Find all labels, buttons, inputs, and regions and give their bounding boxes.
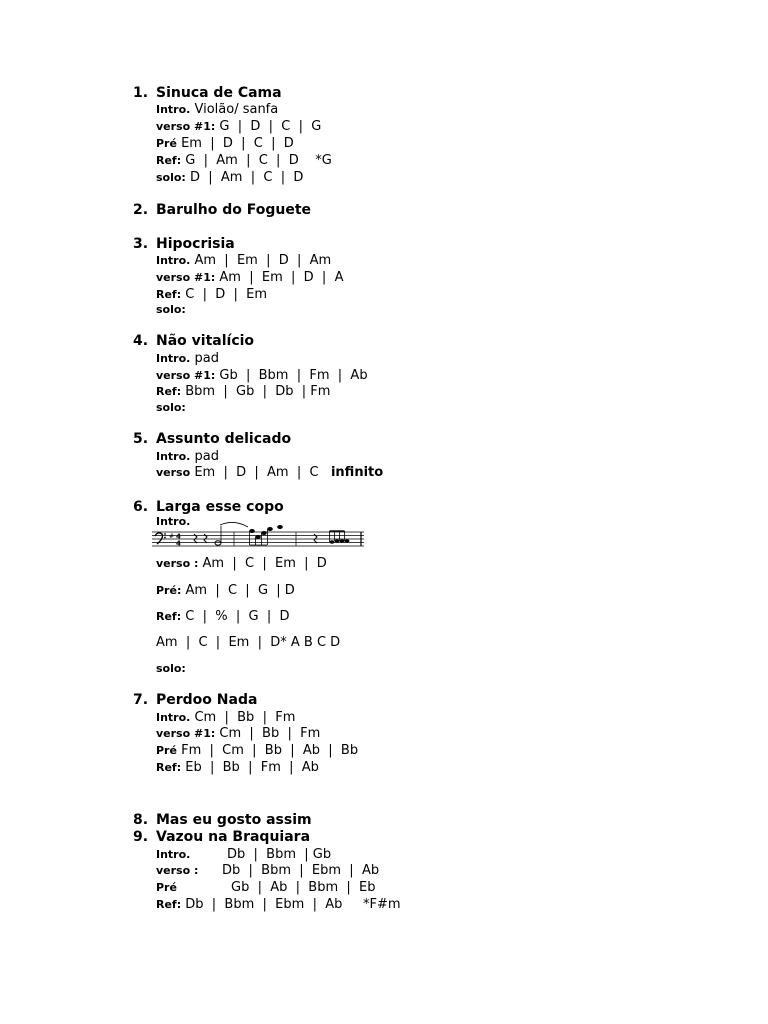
song-number: 5. — [133, 431, 149, 447]
chord-progression: Am | Em | D | Am — [194, 253, 332, 268]
chord-progression: Db | Bbm | Gb — [227, 847, 332, 862]
chord-progression: Am | Em | D | A — [219, 270, 344, 285]
svg-text:4: 4 — [176, 532, 181, 541]
section-label: Ref: — [156, 154, 182, 167]
song-title: Barulho do Foguete — [156, 202, 312, 218]
chord-line — [156, 880, 376, 896]
section-label: Intro. — [156, 711, 191, 724]
section-label: solo: — [156, 401, 186, 414]
chord-progression: Am | C | G | D — [185, 583, 295, 598]
section-label: Intro. — [156, 515, 191, 528]
song-number: 1. — [133, 85, 149, 101]
chord-progression: Cm | Bb | Fm — [219, 726, 321, 741]
chord-progression: Cm | Bb | Fm — [194, 710, 296, 725]
chord-progression: C | D | Em — [185, 287, 268, 302]
chord-line — [156, 400, 186, 416]
song-title: Larga esse copo — [156, 499, 284, 515]
section-label: Ref: — [156, 898, 182, 911]
section-label: Pré — [156, 137, 177, 150]
note-infinito: infinito — [330, 465, 384, 480]
section-label: Ref: — [156, 385, 182, 398]
chord-line — [156, 609, 290, 625]
section-label: solo: — [156, 303, 186, 316]
section-label: solo: — [156, 171, 186, 184]
chord-progression: G | D | C | G — [219, 119, 322, 134]
chord-line — [156, 287, 267, 303]
song-number: 2. — [133, 202, 149, 218]
section-label: Pré: — [156, 584, 182, 597]
chord-progression: Gb | Bbm | Fm | Ab — [219, 368, 368, 383]
section-label: solo: — [156, 662, 186, 675]
song-title: Assunto delicado — [156, 431, 292, 447]
section-label: Pré — [156, 881, 177, 894]
section-label: Ref: — [156, 288, 182, 301]
song-title: Vazou na Braquiara — [156, 829, 311, 845]
chord-line — [156, 102, 278, 118]
song-number: 7. — [133, 692, 149, 708]
chord-line — [156, 726, 320, 742]
section-label: Intro. — [156, 450, 191, 463]
chord-progression: D | Am | C | D — [189, 170, 304, 185]
chord-progression: Em | D | Am | C — [194, 465, 319, 480]
chord-progression: Violão/ sanfa — [194, 102, 279, 117]
section-label: verso #1: — [156, 369, 216, 382]
chord-progression: Gb | Ab | Bbm | Eb — [231, 880, 376, 895]
chord-line — [156, 253, 331, 269]
chord-line — [156, 351, 219, 367]
chord-line — [156, 710, 295, 726]
song-number: 8. — [133, 812, 149, 828]
section-label: Intro. — [156, 848, 191, 861]
section-label: Ref: — [156, 610, 182, 623]
chord-line — [156, 153, 332, 169]
song-title: Hipocrisia — [156, 236, 235, 252]
chord-line — [156, 465, 383, 481]
section-label: Pré — [156, 744, 177, 757]
section-label: verso : — [156, 557, 199, 570]
chord-line — [156, 270, 343, 286]
chord-line — [156, 302, 186, 318]
chord-progression: Am | C | Em | D* A B C D — [156, 635, 341, 650]
section-label: Intro. — [156, 352, 191, 365]
song-number: 4. — [133, 333, 149, 349]
chord-progression: Db | Bbm | Ebm | Ab — [222, 863, 380, 878]
song-number: 3. — [133, 236, 149, 252]
section-label: Intro. — [156, 103, 191, 116]
chord-line — [156, 384, 330, 400]
song-number: 6. — [133, 499, 149, 515]
chord-progression: G | Am | C | D *G — [185, 153, 332, 168]
svg-text:#: # — [169, 533, 175, 540]
chord-line — [156, 760, 319, 776]
chord-line — [156, 583, 295, 599]
section-label: verso : — [156, 864, 199, 877]
chord-line — [156, 449, 219, 465]
section-label: Ref: — [156, 761, 182, 774]
chord-progression: Am | C | Em | D — [202, 556, 327, 571]
section-label: verso #1: — [156, 727, 216, 740]
section-label: verso #1: — [156, 120, 216, 133]
chord-progression: Eb | Bb | Fm | Ab — [185, 760, 319, 775]
chord-progression: Db | Bbm | Ebm | Ab *F#m — [185, 897, 401, 912]
song-title: Mas eu gosto assim — [156, 812, 312, 828]
chord-line — [156, 743, 358, 759]
section-label: verso #1: — [156, 271, 216, 284]
chord-line — [156, 119, 321, 135]
chord-progression: Bbm | Gb | Db | Fm — [185, 384, 331, 399]
chord-line — [156, 635, 340, 651]
chord-progression: Em | D | C | D — [181, 136, 294, 151]
chord-line — [156, 847, 332, 863]
song-number: 9. — [133, 829, 149, 845]
chord-progression: pad — [194, 449, 219, 464]
section-label: Intro. — [156, 254, 191, 267]
music-staff-icon — [152, 521, 364, 551]
chord-progression: Fm | Cm | Bb | Ab | Bb — [181, 743, 359, 758]
chord-line — [156, 556, 327, 572]
chord-line — [156, 897, 401, 913]
chord-line — [156, 661, 186, 677]
song-title: Perdoo Nada — [156, 692, 258, 708]
chord-line — [156, 368, 368, 384]
chord-line — [156, 863, 380, 879]
chord-progression: C | % | G | D — [185, 609, 290, 624]
song-title: Não vitalício — [156, 333, 255, 349]
chord-line — [156, 170, 303, 186]
svg-text:4: 4 — [176, 539, 181, 548]
song-title: Sinuca de Cama — [156, 85, 282, 101]
chord-progression: pad — [194, 351, 219, 366]
chord-line — [156, 136, 294, 152]
section-label: verso — [156, 466, 191, 479]
